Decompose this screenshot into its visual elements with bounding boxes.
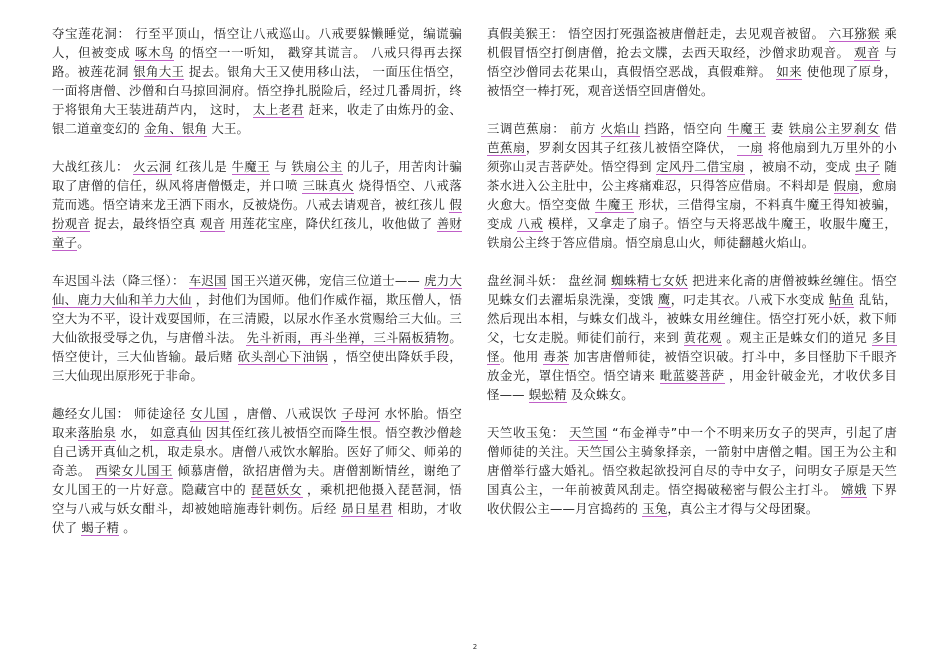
page-number: 2 — [472, 643, 478, 651]
paragraph-text: ，唐僧、八戒误饮 — [229, 406, 342, 421]
highlighted-term: 观音 — [854, 45, 880, 60]
paragraph-text: 将他扇到九万里外的小须弥山灵吉菩萨处。悟空得到 — [487, 140, 897, 174]
paragraph-text: 烧得悟空、八戒落荒而逃。悟空请来龙王洒下雨水，反被烧伤。八戒去请观音，被红孩儿 — [52, 178, 462, 212]
highlighted-term: 虫子 — [854, 159, 881, 174]
highlighted-term: 牛魔王 — [595, 197, 634, 212]
paragraph-text: 用莲花宝座，降伏红孩儿，收他做了 — [225, 216, 437, 231]
highlighted-term: 落胎泉 — [77, 425, 117, 440]
paragraph-text: 乱钻，然后现出本相，与蛛女们战斗，被蛛女用丝缠住。悟空打死小妖，救下师父，七女走脱。师徒们前行，来到 — [487, 292, 897, 345]
highlighted-term: 芭蕉扇 — [487, 140, 526, 155]
paragraph-text: 及众蛛女。 — [566, 387, 634, 402]
highlighted-term: 牛魔王 — [727, 121, 767, 136]
paragraph-text: 挡路，悟空向 — [639, 121, 728, 136]
paragraph-text: 与悟空沙僧同去花果山，真假悟空恶战，真假难辩。 — [487, 45, 897, 79]
paragraph-text: 使他现了原身，被悟空一棒打死，观音送悟空回唐僧处。 — [487, 64, 897, 98]
highlighted-term: 八戒 — [517, 216, 544, 231]
paragraph-text: 赶来，收走了由炼丹的金、银二道童变幻的 — [52, 102, 462, 136]
highlighted-term: 蜈蚣精 — [528, 387, 567, 402]
paragraph-text: 借 — [879, 121, 897, 136]
highlighted-term: 金角、银角 — [144, 121, 208, 136]
paragraph-text: 下界收伏假公主——月宫捣药的 — [487, 482, 898, 516]
highlighted-term: 啄木鸟 — [135, 45, 175, 60]
highlighted-term: 观音 — [199, 216, 226, 231]
paragraph-text: 大王。 — [207, 121, 250, 136]
paragraph-text: 妻 — [766, 121, 789, 136]
highlighted-term: 先斗祈雨，再斗坐禅，三斗隔板猜物 — [246, 330, 450, 345]
highlighted-term: 鲇鱼 — [828, 292, 855, 307]
paragraph-text: 。悟空使计，三大仙皆输。最后赌 — [52, 330, 463, 364]
paragraph-text: ，悟空使出降妖手段，三大仙现出原形死于非命。 — [52, 349, 462, 383]
paragraph-text: 。观主正是蛛女们的道兄 — [721, 330, 872, 345]
highlighted-term: 假扮观音 — [52, 197, 462, 231]
paragraph-text: 夺宝莲花洞： 行至平顶山，悟空让八戒巡山。八戒要躲懒睡觉，编谎骗人，但被变成 — [52, 26, 462, 60]
highlighted-term: 子母河 — [341, 406, 381, 421]
highlighted-term: 三昧真火 — [302, 178, 355, 193]
highlighted-term: 蝎子精 — [81, 520, 120, 535]
highlighted-term: 如来 — [776, 64, 803, 79]
highlighted-term: 车迟国 — [188, 273, 227, 288]
paragraph-text: 与 — [269, 159, 292, 174]
highlighted-term: 蜘蛛精七女妖 — [611, 273, 688, 288]
paragraph-text: ，叼走其衣。八戒下水变成 — [670, 292, 829, 307]
highlighted-term: 嫦娥 — [841, 482, 867, 497]
paragraph-text: 模样，又拿走了扇子。悟空与天将恶战牛魔王，收服牛魔王，铁扇公主终于答应借扇。悟空扇息山火，师徒翻越火焰山。 — [487, 216, 897, 250]
highlighted-term: 定风丹二借宝扇 — [656, 159, 745, 174]
paragraph-text: 大战红孩儿： — [52, 159, 134, 174]
paragraph-text: 国王兴道灭佛，宠信三位道士—— — [226, 273, 425, 288]
paragraph-text: ，用金针破金光，才收伏多目怪—— — [487, 368, 897, 402]
highlighted-term: 如意真仙 — [150, 425, 202, 440]
highlighted-term: 玉兔 — [642, 501, 668, 516]
highlighted-term: 黄花观 — [683, 330, 722, 345]
paragraph-text: ，愈扇火愈大。悟空变做 — [487, 178, 897, 212]
highlighted-term: 铁扇公主 — [291, 159, 343, 174]
paragraph-text: 天竺收玉兔： — [487, 425, 569, 440]
story-paragraph — [52, 157, 462, 252]
paragraph-text: 水怀胎。悟空取来 — [52, 406, 462, 440]
highlighted-term: 铁扇公主罗刹女 — [788, 121, 880, 136]
paragraph-text: 。 — [77, 235, 90, 250]
paragraph-text: 捉去，最终悟空真 — [90, 216, 200, 231]
left-column — [52, 24, 462, 556]
paragraph-text: 倾慕唐僧，欲招唐僧为夫。唐僧割断情丝，谢绝了女儿国王的一片好意。隐藏宫中的 — [52, 463, 462, 497]
paragraph-text: 水， — [116, 425, 151, 440]
paragraph-text: 的悟空一一听知， 戳穿其谎言。 八戒只得再去探路。被莲花洞 — [52, 45, 462, 79]
highlighted-term: 多目怪 — [487, 330, 897, 364]
paragraph-text: ，真公主才得与父母团聚。 — [667, 501, 819, 516]
paragraph-text: 。 — [119, 520, 136, 535]
story-paragraph — [52, 404, 462, 537]
highlighted-term: 善财童子 — [52, 216, 462, 250]
paragraph-text: 捉去。银角大王又使用移山法， 一面压住悟空， 一面将唐僧、沙僧和白马掠回洞府。悟空挣扎脱险后，经过几番周折，终于将银角大王装进葫芦内， 这时， — [52, 64, 462, 117]
paragraph-text: “布金禅寺”中一个不明来历女子的哭声，引起了唐僧师徒的关注。天竺国公主骑象择亲，一箭射中唐僧之帽。国王为公主和唐僧举行盛大婚礼。悟空救起欲投河自尽的寺中女子，问明女子原是天竺国真公主，一年前被黄风刮走。悟空揭破秘密与假公主打斗。 — [487, 425, 897, 497]
paragraph-text: ，封他们为国师。他们作威作福，欺压僧人，悟空大为不平，设计戏耍国师，在三清殿，以尿水作圣水赏赐给三大仙。三大仙欲报受辱之仇，与唐僧斗法。 — [52, 292, 462, 345]
highlighted-term: 天竺国 — [568, 425, 608, 440]
paragraph-text: 。他用 — [499, 349, 544, 364]
highlighted-term: 牛魔王 — [231, 159, 270, 174]
highlighted-term: 火焰山 — [600, 121, 640, 136]
highlighted-term: 虎力大仙、鹿力大仙和羊力大仙 — [52, 273, 462, 307]
paragraph-text: 趣经女儿国： 师徒途径 — [52, 406, 191, 421]
paragraph-text: 因其侄红孩儿被悟空而降生恨。悟空教沙僧趁自己诱开真仙之机，取走泉水。唐僧八戒饮水解胎。医好了师父、师弟的奇恙。 — [52, 425, 462, 478]
paragraph-text: 乘机假冒悟空打倒唐僧，抢去文牒，去西天取经，沙僧求助观音。 — [487, 26, 897, 60]
right-column — [487, 24, 897, 537]
highlighted-term: 毒茶 — [543, 349, 570, 364]
story-paragraph — [487, 24, 897, 100]
highlighted-term: 砍头剖心下油锅 — [237, 349, 329, 364]
paragraph-text: 相助，才收伏了 — [52, 501, 462, 535]
paragraph-text: 的儿子，用苦肉计骗取了唐僧的信任，纵风将唐僧慑走，并口喷 — [52, 159, 462, 193]
story-paragraph — [52, 24, 462, 138]
highlighted-term: 琵琶妖女 — [250, 482, 303, 497]
paragraph-text: 加害唐僧师徒，被悟空识破。打斗中，多目怪肋下千眼齐放金光，罩住悟空。悟空请来 — [487, 349, 898, 383]
paragraph-text: ，被扇不动，变成 — [744, 159, 855, 174]
paragraph-text: ，罗刹女因其子红孩儿被悟空降伏， — [525, 140, 738, 155]
paragraph-text: 随茶水进入公主肚中，公主疼痛难忍，只得答应借扇。不料却是 — [487, 159, 897, 193]
paragraph-text: 把进来化斋的唐僧被蛛丝缠住。悟空见蛛女们去濯垢泉洗澡，变饿 — [487, 273, 898, 307]
highlighted-term: 六耳猕猴 — [828, 26, 881, 41]
highlighted-term: 昴日星君 — [341, 501, 394, 516]
paragraph-text: 三调芭蕉扇： 前方 — [487, 121, 601, 136]
highlighted-term: 女儿国 — [190, 406, 230, 421]
story-paragraph — [487, 119, 897, 252]
story-paragraph — [487, 423, 897, 518]
paragraph-text: 红孩儿是 — [171, 159, 232, 174]
story-paragraph — [487, 271, 897, 404]
paragraph-text: ，乘机把他摄入琵琶洞，悟空与八戒与妖女酣斗，却被她暗施毒针刺伤。后经 — [52, 482, 462, 516]
story-paragraph — [52, 271, 462, 385]
paragraph-text: 车迟国斗法（降三怪）： — [52, 273, 189, 288]
highlighted-term: 毗蓝婆菩萨 — [659, 368, 725, 383]
paragraph-text: 真假美猴王： 悟空因打死强盗被唐僧赶走，去见观音被留。 — [487, 26, 829, 41]
highlighted-term: 西梁女儿国王 — [95, 463, 174, 478]
highlighted-term: 太上老君 — [252, 102, 305, 117]
paragraph-text: 形状，三借得宝扇，不料真牛魔王得知被骗，变成 — [487, 197, 897, 231]
highlighted-term: 假扇 — [833, 178, 860, 193]
highlighted-term: 鹰 — [657, 292, 671, 307]
highlighted-term: 火云洞 — [133, 159, 172, 174]
highlighted-term: 银角大王 — [133, 64, 185, 79]
paragraph-text: 盘丝洞斗妖： 盘丝洞 — [487, 273, 612, 288]
highlighted-term: 一扇 — [737, 140, 764, 155]
